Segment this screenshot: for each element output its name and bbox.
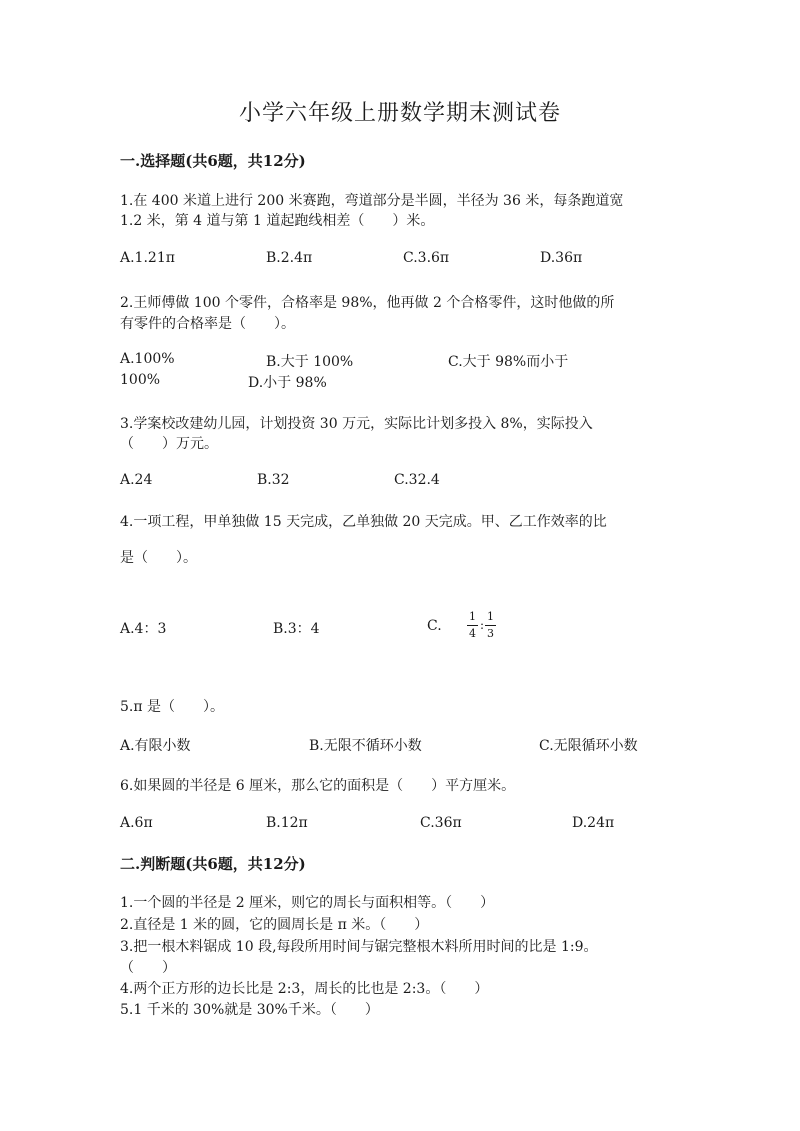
section-heading-judgment: 二.判断题(共6题，共12分) — [120, 855, 306, 873]
ratio-colon: : — [480, 618, 485, 632]
q6-option-b: B.12π — [266, 815, 308, 831]
judgment-item-4: 4.两个正方形的边长比是 2:3，周长的比也是 2:3。（ ） — [120, 981, 489, 997]
q2-option-c: C.大于 98%而小于 — [448, 354, 569, 370]
q5-option-c: C.无限循环小数 — [539, 738, 638, 754]
question-4-text-cont: 是（ ）。 — [120, 550, 197, 566]
q2-option-b: B.大于 100% — [266, 354, 354, 370]
fraction-numerator-1: 1 — [469, 610, 476, 623]
judgment-item-2: 2.直径是 1 米的圆，它的圆周长是 π 米。（ ） — [120, 917, 429, 933]
q1-option-c: C.3.6π — [403, 250, 450, 266]
fraction-bar-2 — [485, 625, 496, 626]
q1-option-d: D.36π — [540, 250, 583, 266]
question-4-text: 4.一项工程，甲单独做 15 天完成，乙单独做 20 天完成。甲、乙工作效率的比 — [120, 514, 607, 530]
judgment-item-5: 5.1 千米的 30%就是 30%千米。（ ） — [120, 1002, 379, 1018]
q5-option-b: B.无限不循环小数 — [309, 738, 422, 754]
fraction-numerator-2: 1 — [487, 610, 494, 623]
q5-option-a: A.有限小数 — [120, 738, 191, 754]
q6-option-c: C.36π — [420, 815, 462, 831]
judgment-item-3: 3.把一根木料锯成 10 段,每段所用时间与锯完整根木料所用时间的比是 1:9。 — [120, 939, 598, 955]
section-heading-choice: 一.选择题(共6题，共12分) — [120, 152, 306, 170]
question-3-text-cont: （ ）万元。 — [120, 436, 218, 452]
judgment-item-1: 1.一个圆的半径是 2 厘米，则它的周长与面积相等。（ ） — [120, 895, 495, 911]
q3-option-a: A.24 — [120, 472, 153, 488]
q2-option-d: D.小于 98% — [248, 375, 327, 391]
fraction-bar-1 — [467, 625, 478, 626]
q4-option-a: A.4：3 — [120, 621, 167, 637]
page-title: 小学六年级上册数学期末测试卷 — [238, 101, 561, 126]
q2-option-a: A.100% — [120, 351, 175, 367]
q1-option-b: B.2.4π — [266, 250, 313, 266]
question-3-text: 3.学案校改建幼儿园，计划投资 30 万元，实际比计划多投入 8%，实际投入 — [120, 416, 593, 432]
question-1-text-cont: 1.2 米，第 4 道与第 1 道起跑线相差（ ）米。 — [120, 213, 435, 229]
question-6-text: 6.如果圆的半径是 6 厘米，那么它的面积是（ ）平方厘米。 — [120, 778, 516, 794]
fraction-denominator-1: 4 — [469, 627, 476, 640]
question-1-text: 1.在 400 米道上进行 200 米赛跑，弯道部分是半圆，半径为 36 米，每条跑道宽 — [120, 193, 624, 209]
q2-option-c-cont: 100% — [120, 372, 161, 388]
q4-option-c: C. — [427, 618, 442, 634]
judgment-item-3-cont: （ ） — [120, 960, 176, 976]
q3-option-b: B.32 — [257, 472, 290, 488]
question-2-text-cont: 有零件的合格率是（ ）。 — [120, 316, 295, 332]
question-2-text: 2.王师傅做 100 个零件，合格率是 98%，他再做 2 个合格零件，这时他做的所 — [120, 295, 615, 311]
question-5-text: 5.π 是（ ）。 — [120, 699, 225, 715]
q1-option-a: A.1.21π — [120, 250, 175, 266]
fraction-denominator-2: 3 — [487, 627, 494, 640]
q6-option-a: A.6π — [120, 815, 153, 831]
q4-option-b: B.3：4 — [273, 621, 320, 637]
q4-option-c-fraction — [467, 610, 497, 646]
q6-option-d: D.24π — [572, 815, 615, 831]
q3-option-c: C.32.4 — [394, 472, 440, 488]
